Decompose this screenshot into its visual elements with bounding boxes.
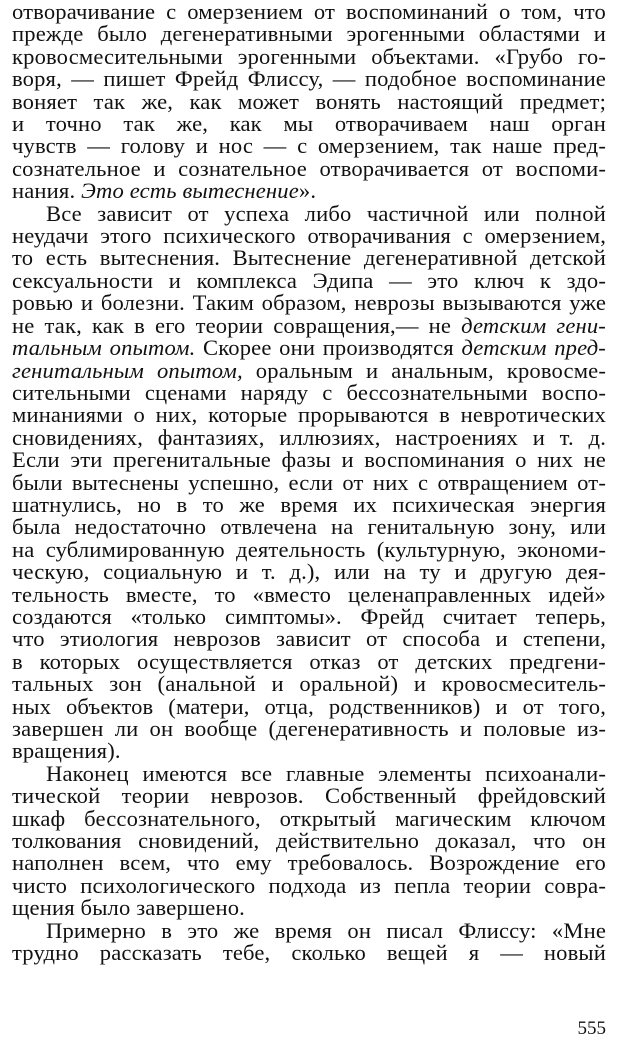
text-line: ных объектов (матери, отца, родственников) и от того, (12, 693, 606, 719)
text-line (12, 312, 606, 338)
text-line: неудачи этого психического отворачивания с омерзением, (12, 223, 606, 249)
text-line: то есть вытеснения. Вытеснение дегенеративной детской (12, 245, 606, 271)
text-line: вращения). (12, 738, 121, 764)
text-line: была недостаточно отвлечена на генитальную зону, или (12, 514, 606, 540)
text-line: сознательное и сознательное отворачивается от воспоми- (12, 155, 606, 181)
paragraph-1 (12, 1, 606, 203)
text-line: шатнулись, но в то же время их психическая энергия (12, 491, 606, 517)
text-line: Если эти прегенитальные фазы и воспоминания о них не (12, 447, 606, 473)
text-line: тельность вместе, то «вместо целенаправленных идей» (12, 581, 606, 607)
text-line: наполнен всем, что ему требовалось. Возрождение его (12, 850, 606, 876)
text-line: Примерно в это же время он писал Флиссу: «Мне (46, 917, 606, 943)
text-line: прежде было дегенеративными эрогенными областями и (12, 21, 606, 47)
text-line: тальных зон (анальной и оральной) и кровосмеситель- (12, 671, 606, 697)
text-line: были вытеснены успешно, если от них с отвращением от- (12, 469, 606, 495)
book-page (6, 0, 612, 1049)
text-line: чисто психологического подхода из пепла теории совра- (12, 872, 606, 898)
italic-emphasis: тальным опытом. (12, 335, 196, 361)
text-run: Скорее они производятся (195, 335, 462, 361)
text-line: и точно так же, как мы отворачиваем наш орган (12, 111, 606, 137)
text-line: трудно рассказать тебе, сколько вещей я — новый (12, 940, 606, 966)
paragraph-3 (12, 760, 606, 921)
text-line (12, 180, 606, 202)
text-line (12, 357, 606, 383)
text-line (12, 337, 606, 359)
text-line: сновидениях, фантазиях, иллюзиях, настроениях и т. д. (12, 424, 606, 450)
text-line: Все зависит от успеха либо частичной или полной (46, 200, 606, 226)
text-line: что этиология неврозов зависит от способа и степени, (12, 626, 606, 652)
text-run: нания. (12, 178, 82, 204)
text-run: оральным и анальным, кровосме- (242, 357, 606, 383)
text-line: шкаф бессознательного, открытый магическим ключом (12, 805, 606, 831)
text-line: Наконец имеются все главные элементы психоанали- (46, 760, 606, 786)
text-line: щения было завершено. (12, 895, 245, 921)
text-run: ». (298, 178, 317, 204)
paragraph-2 (12, 200, 606, 764)
text-line: ровью и болезни. Таким образом, неврозы вызываются уже (12, 290, 606, 316)
italic-emphasis: Это есть вытеснение (81, 178, 299, 204)
text-line: завершен ли он вообще (дегенеративность и половые из- (12, 716, 606, 741)
italic-emphasis: генитальным опытом, (12, 357, 243, 383)
text-line: тической теории неврозов. Собственный фрейдовский (12, 783, 606, 809)
italic-emphasis: детским гени- (461, 312, 606, 338)
text-line: воняет так же, как может вонять настоящий предмет; (12, 88, 606, 114)
text-line: сительными сценами наряду с бессознательными воспо- (12, 379, 606, 405)
text-line: в которых осуществляется отказ от детских предгени- (12, 648, 606, 674)
text-line: воря, — пишет Фрейд Флиссу, — подобное воспоминание (12, 66, 606, 92)
text-line: создаются «только симптомы». Фрейд считает теперь, (12, 603, 606, 629)
text-line: отворачивание с омерзением от воспоминаний о том, что (12, 0, 606, 24)
text-line: на сублимированную деятельность (культурную, экономи- (12, 536, 606, 562)
text-line: сексуальности и комплекса Эдипа — это ключ к здо- (12, 267, 606, 293)
text-line: минаниями о них, которые прорываются в невротических (12, 402, 606, 428)
text-line: ческую, социальную и т. д.), или на ту и другую дея- (12, 559, 606, 585)
page-number: 555 (577, 1018, 606, 1039)
text-line: толкования сновидений, действительно доказал, что он (12, 828, 606, 854)
text-run: не так, как в его теории совращения,— не (12, 312, 462, 338)
paragraph-4 (12, 917, 606, 966)
italic-emphasis: детским пред- (461, 335, 606, 361)
text-line: кровосмесительными эрогенными объектами. «Грубо го- (12, 43, 606, 69)
text-line: чувств — голову и нос — с омерзением, так наше пред- (12, 133, 606, 159)
